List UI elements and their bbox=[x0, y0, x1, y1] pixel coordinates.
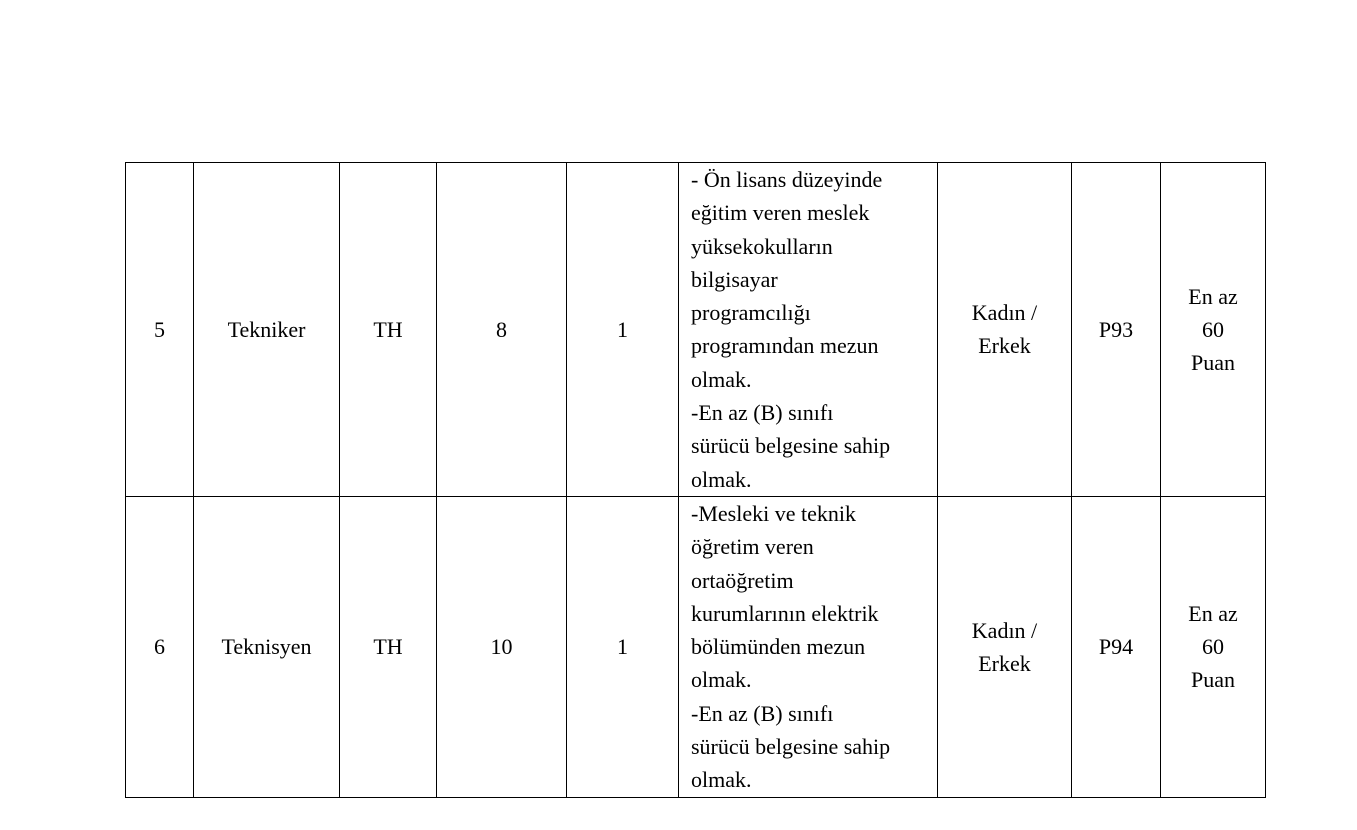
positions-table bbox=[125, 162, 1266, 798]
status-cell: TH bbox=[340, 496, 437, 797]
position-title-cell: Tekniker bbox=[194, 163, 340, 497]
requirement-line: -En az (B) sınıfı bbox=[691, 400, 834, 426]
requirements-cell bbox=[679, 496, 938, 797]
min-score-line: 60 bbox=[1202, 634, 1224, 660]
requirement-line: olmak. bbox=[691, 466, 752, 492]
score-type-cell: P93 bbox=[1072, 163, 1161, 497]
min-score-line: Puan bbox=[1191, 350, 1235, 376]
requirement-line: kurumlarının elektrik bbox=[691, 600, 879, 626]
gender-line: Erkek bbox=[978, 650, 1031, 676]
requirement-line: ortaöğretim bbox=[691, 567, 794, 593]
requirements-cell bbox=[679, 163, 938, 497]
requirement-line: - Ön lisans düzeyinde bbox=[691, 167, 883, 192]
gender-line: Erkek bbox=[978, 333, 1031, 359]
count-cell: 1 bbox=[567, 496, 679, 797]
min-score-cell bbox=[1161, 163, 1266, 497]
grade-cell: 8 bbox=[437, 163, 567, 497]
count-cell: 1 bbox=[567, 163, 679, 497]
table-row bbox=[126, 163, 1266, 497]
requirement-line: olmak. bbox=[691, 366, 752, 392]
gender-line: Kadın / bbox=[971, 300, 1038, 326]
gender-cell bbox=[938, 496, 1072, 797]
requirement-line: yüksekokulların bbox=[691, 233, 833, 259]
requirement-line: olmak. bbox=[691, 667, 752, 693]
position-title-cell: Teknisyen bbox=[194, 496, 340, 797]
status-cell: TH bbox=[340, 163, 437, 497]
min-score-line: 60 bbox=[1202, 316, 1224, 342]
requirement-line: öğretim veren bbox=[691, 534, 814, 560]
min-score-line: Puan bbox=[1191, 667, 1235, 693]
requirement-line: bilgisayar bbox=[691, 266, 778, 292]
score-type-cell: P94 bbox=[1072, 496, 1161, 797]
gender-cell bbox=[938, 163, 1072, 497]
min-score-cell bbox=[1161, 496, 1266, 797]
requirement-line: -En az (B) sınıfı bbox=[691, 700, 834, 726]
requirement-line: programından mezun bbox=[691, 333, 879, 359]
row-number-cell: 6 bbox=[126, 496, 194, 797]
gender-line: Kadın / bbox=[971, 617, 1038, 643]
row-number-cell: 5 bbox=[126, 163, 194, 497]
table-row bbox=[126, 496, 1266, 797]
min-score-line: En az bbox=[1188, 600, 1238, 626]
min-score-line: En az bbox=[1188, 283, 1238, 309]
requirement-line: sürücü belgesine sahip bbox=[691, 734, 891, 760]
requirement-line: sürücü belgesine sahip bbox=[691, 433, 891, 459]
grade-cell: 10 bbox=[437, 496, 567, 797]
requirement-line: eğitim veren meslek bbox=[691, 200, 870, 226]
requirement-line: olmak. bbox=[691, 767, 752, 793]
requirement-line: programcılığı bbox=[691, 300, 811, 326]
requirement-line: -Mesleki ve teknik bbox=[691, 500, 856, 526]
requirement-line: bölümünden mezun bbox=[691, 634, 866, 660]
